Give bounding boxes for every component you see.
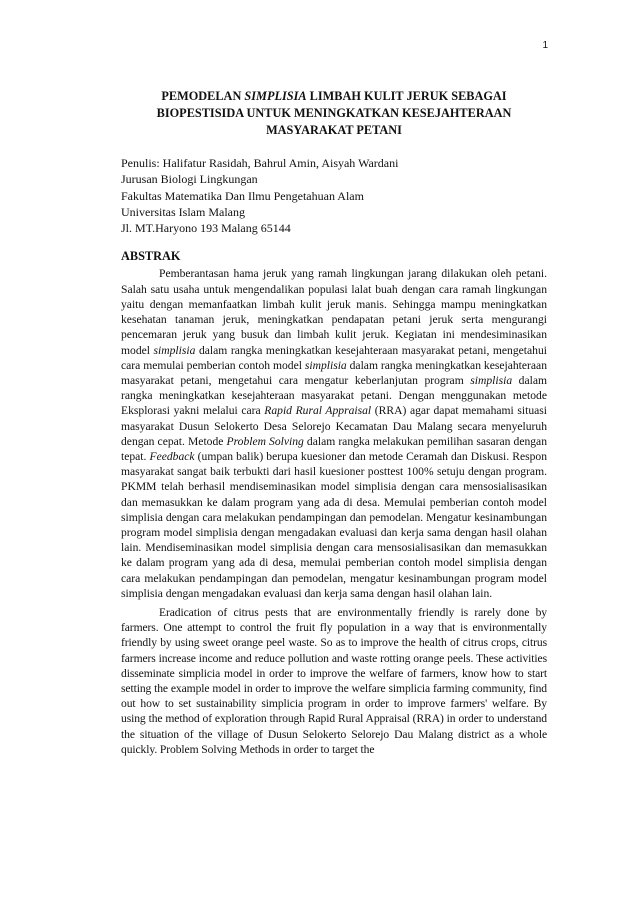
abstract-paragraph-id: Pemberantasan hama jeruk yang ramah lingkungan jarang dilakukan oleh petani. Salah satu usaha untuk mengendalikan populasi lalat buah dengan cara ramah lingkungan yaitu dengan memanfaatkan limbah kulit jeruk manis. Sehingga mampu meningkatkan kesehatan tanaman jeruk, meningkatkan pendapatan petani jeruk serta mengurangi pencemaran jeruk yang busuk dan limbah kulit jeruk. Kegiatan ini mendesiminasikan model simplisia dalam rangka meningkatkan kesejahteraan masyarakat petani, mengetahui cara memulai pemberian contoh model simplisia dalam rangka meningkatkan kesejahteraan masyarakat petani, mengetahui cara mengatur keberlanjutan program simplisia dalam rangka meningkatkan kesejahteraan masyarakat petani. Dengan menggunakan metode Eksplorasi yakni melalui cara Rapid Rural Appraisal (RRA) agar dapat memahami situasi masyarakat Dusun Selokerto Desa Selorejo Kecamatan Dau Malang secara menyeluruh dengan cepat. Metode Problem Solving dalam rangka melakukan pemilihan sasaran dengan tepat. Feedback (umpan balik) berupa kuesioner dan metode Ceramah dan Diskusi. Respon masyarakat sangat baik terbukti dari hasil kuesioner posttest 100% setuju dengan program. PKMM telah berhasil mendiseminasikan model simplisia dengan cara mensosialisasikan dan memasukkan ke dalam program yang ada di desa. Memulai pemberian contoh model simplisia dengan cara melakukan pendampingan dan pemodelan. Mengatur kesinambungan program model simplisia dengan mengadakan evaluasi dan kerja sama dengan hasil olahan lain. Mendiseminasikan model simplisia dengan cara mensosialisasikan dan memasukkan ke dalam program yang ada di desa, memulai pemberian contoh model simplisia dengan cara melakukan pendampingan dan pemodelan, mengatur kesinambungan program model simplisia dengan mengadakan evaluasi dan kerja sama dengan hasil olahan lain. [121,267,548,600]
page-number: 1 [542,40,548,51]
paper-content [121,88,547,761]
faculty: Fakultas Matematika Dan Ilmu Pengetahuan Alam [121,188,364,203]
italic-term: Rapid Rural Appraisal [264,404,372,418]
italic-term: simplisia [470,373,513,387]
authors: Penulis: Halifatur Rasidah, Bahrul Amin, Aisyah Wardani [121,156,399,170]
title-italic-term: SIMPLISIA [244,89,307,103]
italic-term: simplisia [153,343,196,357]
title-line-3: MASYARAKAT PETANI [266,123,402,137]
university: Universitas Islam Malang [121,204,245,219]
italic-term: Feedback [149,449,195,463]
italic-term: simplisia [304,358,347,372]
title-line-2: BIOPESTISIDA UNTUK MENINGKATKAN KESEJAHTERAAN [156,106,512,120]
paper-title [121,88,547,139]
address: Jl. MT.Haryono 193 Malang 65144 [121,221,291,236]
abstract-heading: ABSTRAK [121,249,181,264]
abstract-paragraph-en: Eradication of citrus pests that are environmentally friendly is rarely done by farmers. One attempt to control the fruit fly population in a way that is environmentally friendly by using sweet orange peel waste. So as to improve the health of citrus crops, citrus farmers increase income and reduce pollution and waste rotting orange peels. These activities disseminate simplicia model in order to improve the welfare of farmers, know how to start setting the example model in order to improve the welfare simplicia farming community, find out how to set sustainability simplicia program in order to improve farmers' welfare. By using the method of exploration through Rapid Rural Appraisal (RRA) in order to understand the situation of the village of Dusun Selokerto Selorejo Dau Malang district as a whole quickly. Problem Solving Methods in order to target the [121,605,547,756]
title-line-1: PEMODELAN SIMPLISIA LIMBAH KULIT JERUK SEBAGAI [161,89,507,103]
department: Jurusan Biologi Lingkungan [121,172,258,187]
italic-term: Problem Solving [226,434,304,448]
author-info [121,155,547,236]
